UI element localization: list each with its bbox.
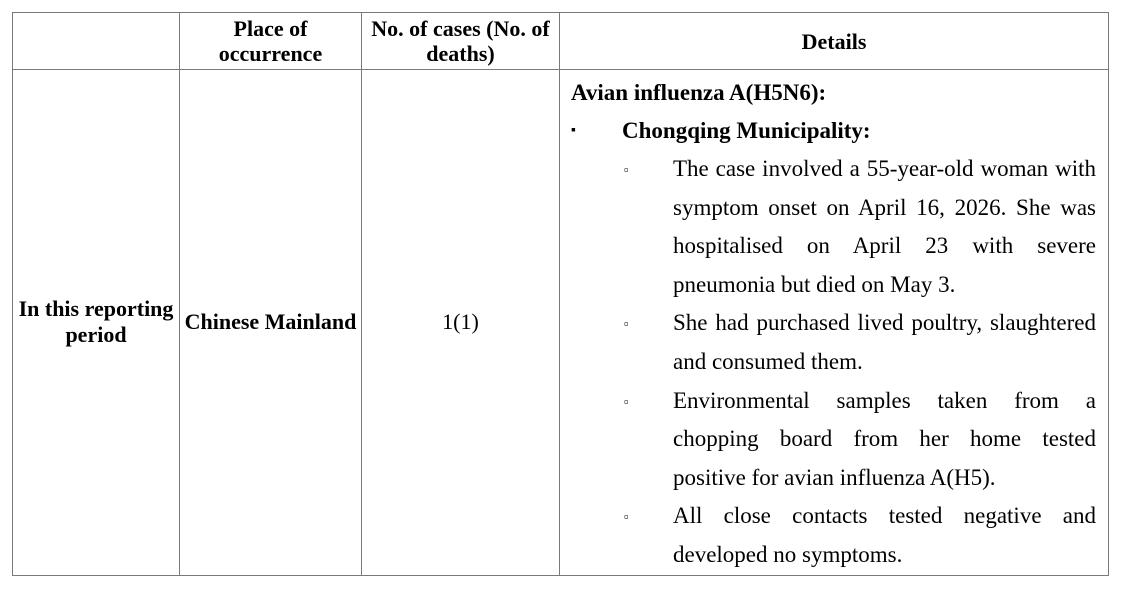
list-item	[624, 304, 1096, 381]
list-item-text: Environmental samples taken from a chopping board from her home tested positive for avian influenza A(H5).	[673, 387, 1096, 490]
place-cell	[180, 70, 362, 576]
place-value: Chinese Mainland	[184, 309, 357, 335]
list-item-text: She had purchased lived poultry, slaughtered and consumed them.	[673, 310, 1096, 374]
header-cases: No. of cases (No. of deaths)	[362, 13, 560, 70]
region-heading	[571, 112, 1096, 150]
list-item-text: The case involved a 55-year-old woman with symptom onset on April 16, 2026. She was hospitalised on April 23 with severe pneumonia but died on May 3.	[673, 156, 1096, 297]
list-item	[624, 382, 1096, 498]
region-label: Chongqing Municipality:	[622, 118, 871, 143]
square-bullet-icon: ▪	[571, 123, 576, 138]
table-row	[13, 70, 1109, 576]
header-row	[13, 13, 1109, 70]
header-place: Place of occurrence	[180, 13, 362, 70]
report-table	[12, 12, 1109, 576]
reporting-period-cell	[13, 70, 180, 576]
hollow-square-bullet-icon: ▫	[624, 316, 629, 332]
list-item-text: All close contacts tested negative and developed no symptoms.	[673, 503, 1096, 567]
hollow-square-bullet-icon: ▫	[624, 162, 629, 177]
disease-heading: Avian influenza A(H5N6):	[571, 80, 827, 105]
list-item	[624, 497, 1096, 574]
hollow-square-bullet-icon: ▫	[624, 393, 629, 409]
header-label	[13, 13, 180, 70]
cases-cell	[362, 70, 560, 576]
cases-value: 1(1)	[442, 309, 479, 335]
details-cell	[560, 70, 1109, 576]
header-details: Details	[560, 13, 1109, 70]
list-item	[624, 150, 1096, 304]
reporting-period-label: In this reporting period	[18, 296, 174, 348]
hollow-square-bullet-icon: ▫	[624, 509, 629, 525]
